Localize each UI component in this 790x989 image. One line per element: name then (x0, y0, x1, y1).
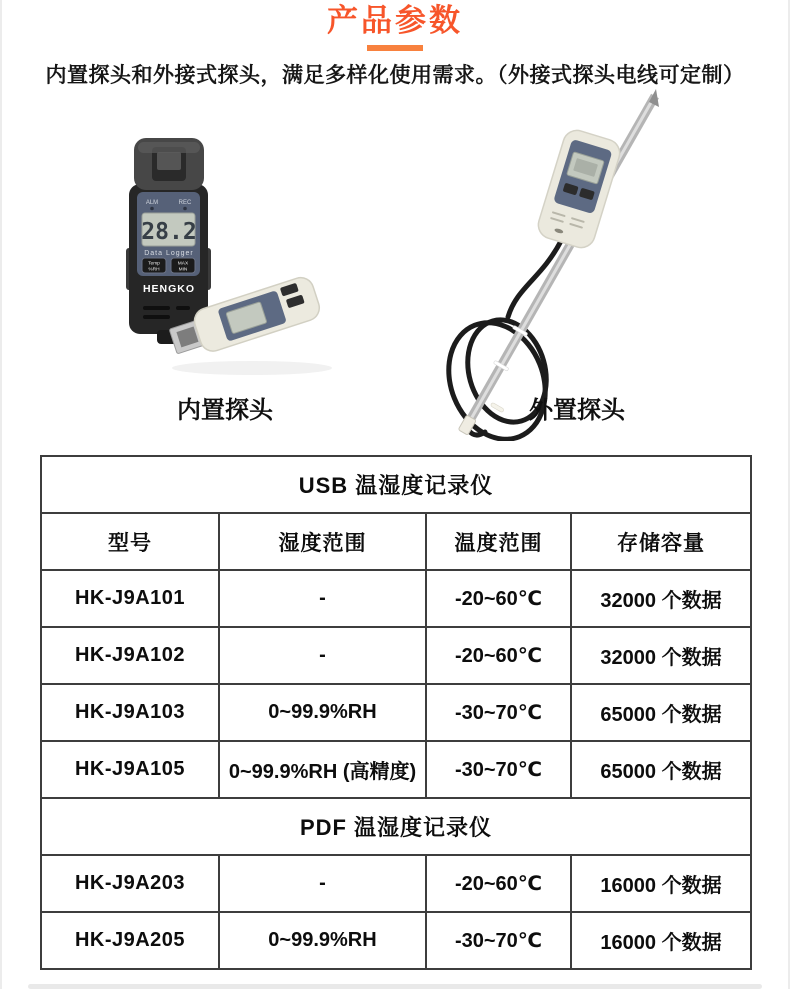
data-logger-label: Data Logger (144, 250, 194, 257)
humidity-cell: - (219, 627, 426, 684)
lcd-value: 28.2 (141, 219, 197, 245)
column-header-model: 型号 (41, 513, 219, 570)
capacity-cell: 32000 个数据 (571, 627, 751, 684)
lcd-display (141, 213, 196, 246)
section-header (0, 0, 790, 51)
model-cell: HK-J9A101 (41, 570, 219, 627)
humidity-cell: 0~99.9%RH (219, 912, 426, 969)
table-row (41, 570, 751, 627)
title-underline-bar (367, 45, 423, 51)
temperature-cell: -20~60℃ (426, 570, 571, 627)
temperature-cell: -20~60℃ (426, 627, 571, 684)
pdf-section-header: PDF 温湿度记录仪 (41, 798, 751, 855)
bottom-divider (28, 984, 762, 989)
column-header-row (41, 513, 751, 570)
temperature-cell: -20~60℃ (426, 855, 571, 912)
brand-label: HENGKO (142, 283, 196, 295)
table-row (41, 855, 751, 912)
humidity-cell: - (219, 855, 426, 912)
photo-shadow (172, 361, 332, 375)
usb-section-header-row (41, 456, 751, 513)
external-probe-product-image (425, 89, 705, 441)
model-cell: HK-J9A105 (41, 741, 219, 798)
humidity-cell: 0~99.9%RH (高精度) (219, 741, 426, 798)
builtin-probe-caption: 内置探头 (177, 397, 273, 424)
temp-rh-button (142, 258, 166, 273)
capacity-cell: 32000 个数据 (571, 570, 751, 627)
temperature-cell: -30~70℃ (426, 684, 571, 741)
temperature-cell: -30~70℃ (426, 912, 571, 969)
table-row (41, 912, 751, 969)
model-cell: HK-J9A103 (41, 684, 219, 741)
alarm-led (150, 207, 154, 211)
model-cell: HK-J9A205 (41, 912, 219, 969)
column-header-humidity: 湿度范围 (219, 513, 426, 570)
usb-section-header: USB 温湿度记录仪 (41, 456, 751, 513)
svg-text:MIN: MIN (178, 267, 188, 273)
table-row (41, 741, 751, 798)
svg-text:Temp: Temp (148, 261, 160, 267)
spec-table (40, 455, 752, 970)
model-cell: HK-J9A102 (41, 627, 219, 684)
capacity-cell: 65000 个数据 (571, 741, 751, 798)
handheld-logger (535, 127, 623, 251)
svg-text:%RH: %RH (148, 267, 160, 273)
external-probe-caption: 外置探头 (529, 397, 625, 424)
record-led-label: REC (178, 200, 192, 206)
translucent-cap (134, 138, 204, 190)
capacity-cell: 16000 个数据 (571, 855, 751, 912)
humidity-cell: 0~99.9%RH (219, 684, 426, 741)
builtin-probe-product-image (112, 130, 347, 385)
alarm-led-label: ALM (145, 200, 159, 206)
temperature-cell: -30~70℃ (426, 741, 571, 798)
steel-probe (458, 89, 659, 435)
capacity-cell: 65000 个数据 (571, 684, 751, 741)
svg-text:MAX: MAX (177, 261, 189, 267)
product-photos-section (0, 89, 790, 443)
max-min-button (171, 258, 195, 273)
column-header-capacity: 存储容量 (571, 513, 751, 570)
capacity-cell: 16000 个数据 (571, 912, 751, 969)
humidity-cell: - (219, 570, 426, 627)
model-cell: HK-J9A203 (41, 855, 219, 912)
table-row (41, 627, 751, 684)
table-row (41, 684, 751, 741)
page-title: 产品参数 (327, 3, 463, 38)
pdf-section-header-row (41, 798, 751, 855)
column-header-temperature: 温度范围 (426, 513, 571, 570)
record-led (183, 207, 187, 211)
intro-text: 内置探头和外接式探头，满足多样化使用需求。（外接式探头电线可定制） (45, 64, 745, 87)
